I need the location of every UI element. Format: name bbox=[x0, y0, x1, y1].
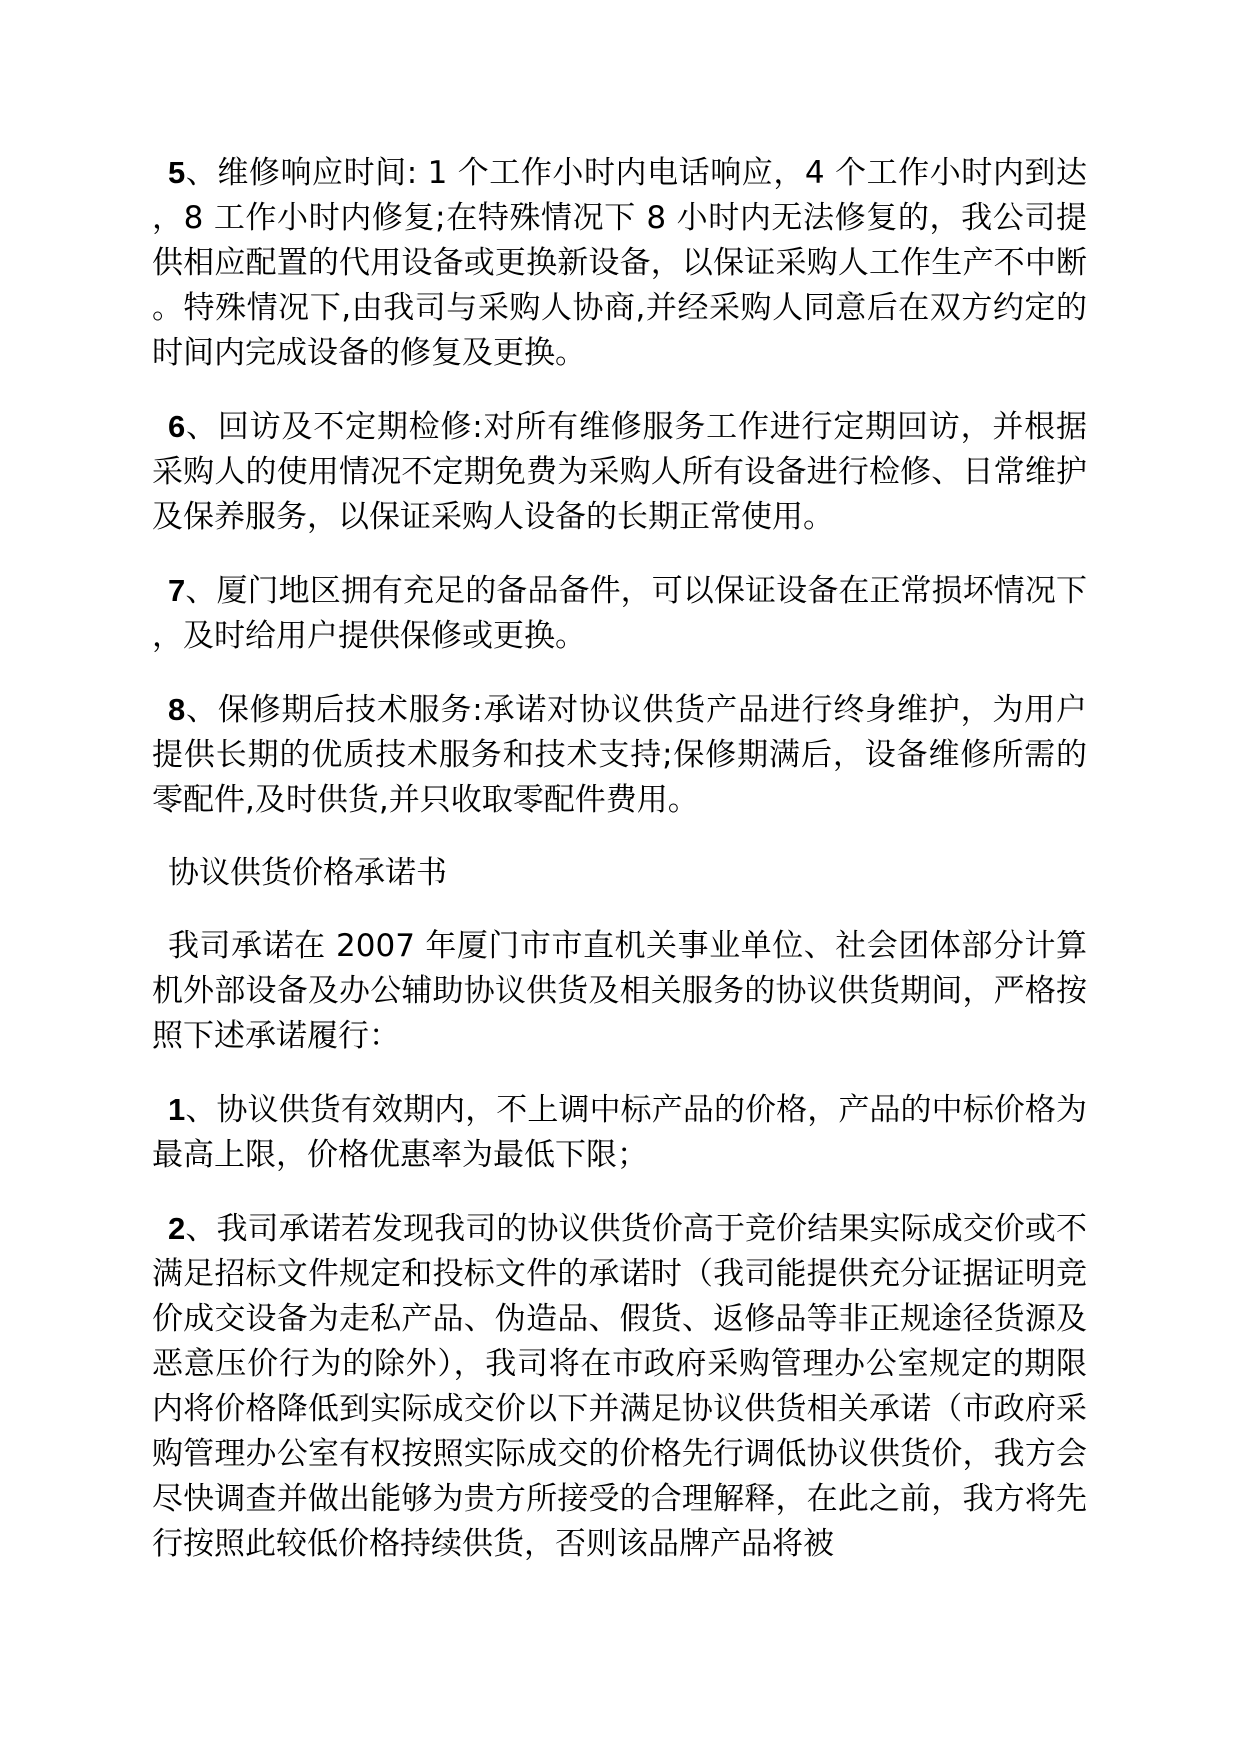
paragraph-item-7 bbox=[152, 568, 1087, 659]
item-number: 6 bbox=[168, 409, 186, 444]
commitment-item-1 bbox=[152, 1087, 1087, 1178]
item-number: 2 bbox=[168, 1211, 186, 1246]
paragraph-item-6 bbox=[152, 404, 1087, 540]
item-number: 8 bbox=[168, 692, 186, 727]
commitment-text: 、我司承诺若发现我司的协议供货价高于竞价结果实际成交价或不满足招标文件规定和投标文件的承诺时（我司能提供充分证据证明竞价成交设备为走私产品、伪造品、假货、返修品等非正规途径货源及恶意压价行为的除外），我司将在市政府采购管理办公室规定的期限内将价格降低到实际成交价以下并满足协议供货相关承诺（市政府采购管理办公室有权按照实际成交的价格先行调低协议供货价，我方会尽快调查并做出能够为贵方所接受的合理解释，在此之前，我方将先行按照此较低价格持续供货，否则该品牌产品将被 bbox=[152, 1211, 1087, 1562]
commitment-text: 、协议供货有效期内，不上调中标产品的价格，产品的中标价格为最高上限，价格优惠率为最低下限； bbox=[152, 1092, 1087, 1173]
paragraph-text: 、维修响应时间: 1 个工作小时内电话响应，4 个工作小时内到达，8 工作小时内修复;在特殊情况下 8 小时内无法修复的，我公司提供相应配置的代用设备或更换新设备，以保证采购人工作生产不中断。特殊情况下,由我司与采购人协商,并经采购人同意后在双方约定的时间内完成设备的修复及更换。 bbox=[152, 155, 1087, 371]
commitment-item-2 bbox=[152, 1206, 1087, 1567]
item-number: 5 bbox=[168, 155, 186, 190]
document-body bbox=[152, 150, 1087, 1595]
item-number: 1 bbox=[168, 1092, 186, 1127]
item-number: 7 bbox=[168, 573, 186, 608]
section-title: 协议供货价格承诺书 bbox=[168, 855, 447, 891]
paragraph-text: 、保修期后技术服务:承诺对协议供货产品进行终身维护，为用户提供长期的优质技术服务和技术支持;保修期满后，设备维修所需的零配件,及时供货,并只收取零配件费用。 bbox=[152, 692, 1087, 818]
paragraph-item-8 bbox=[152, 687, 1087, 823]
paragraph-text: 、回访及不定期检修:对所有维修服务工作进行定期回访，并根据采购人的使用情况不定期免费为采购人所有设备进行检修、日常维护及保养服务，以保证采购人设备的长期正常使用。 bbox=[152, 409, 1087, 535]
paragraph-item-5 bbox=[152, 150, 1087, 376]
paragraph-text: 、厦门地区拥有充足的备品备件，可以保证设备在正常损坏情况下，及时给用户提供保修或更换。 bbox=[152, 573, 1087, 654]
intro-paragraph: 我司承诺在 2007 年厦门市市直机关事业单位、社会团体部分计算机外部设备及办公辅助协议供货及相关服务的协议供货期间，严格按照下述承诺履行： bbox=[152, 928, 1087, 1054]
